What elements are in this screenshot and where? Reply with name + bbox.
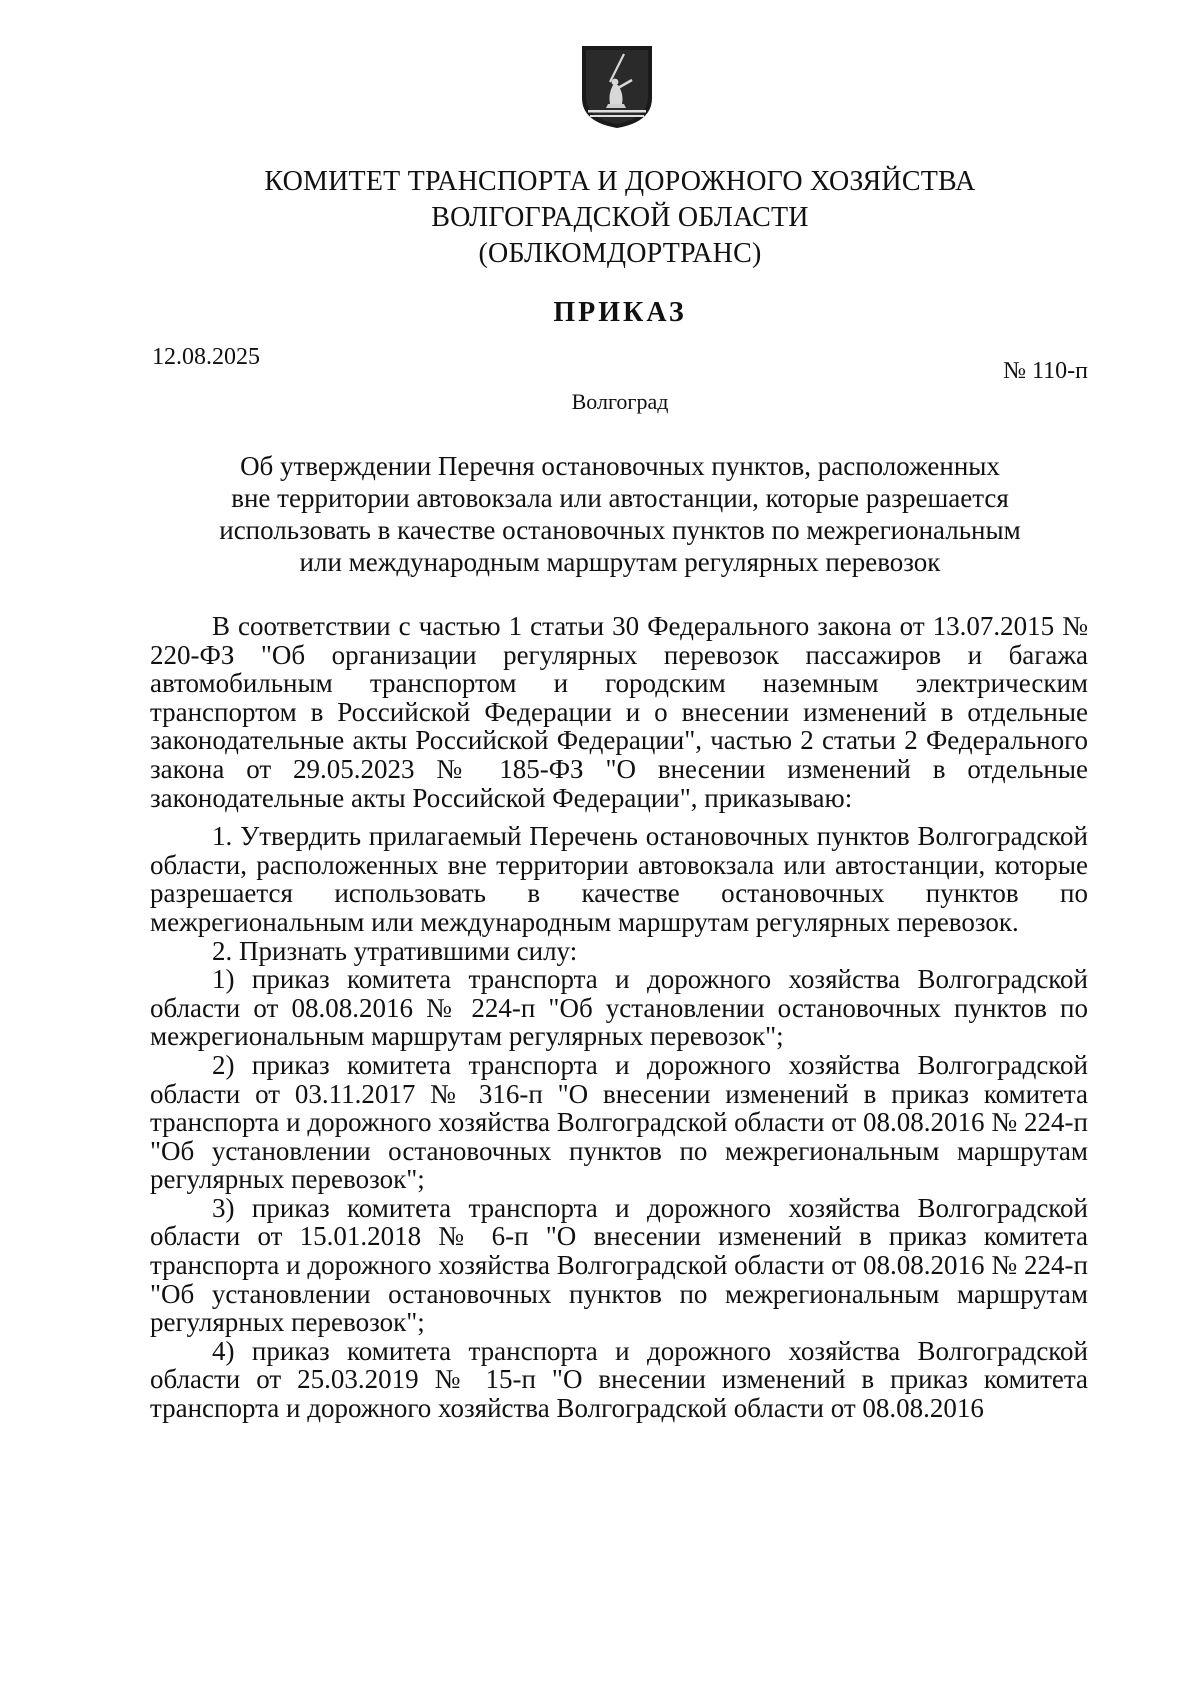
- document-body: [150, 612, 1088, 1423]
- subject-line-2: вне территории автовокзала или автостанции, которые разрешается: [231, 483, 1009, 513]
- document-number: № 110-п: [1003, 358, 1088, 384]
- subject-line-1: Об утверждении Перечня остановочных пунктов, расположенных: [240, 451, 1000, 481]
- repealed-order-1: 1) приказ комитета транспорта и дорожного хозяйства Волгоградской области от 08.08.2016 № 224-п "Об установлении остановочных пунктов по межрегиональным маршрутам регулярных перевозок";: [150, 964, 1088, 1052]
- document-city: Волгоград: [571, 389, 669, 414]
- coat-of-arms-icon: [580, 44, 654, 130]
- repealed-order-3: 3) приказ комитета транспорта и дорожного хозяйства Волгоградской области от 15.01.2018 № 6-п "О внесении изменений в приказ комитета транспорта и дорожного хозяйства Волгоградской области от 08.08.2016 № 224-п "Об установлении остановочных пунктов по межрегиональным маршрутам регулярных перевозок";: [150, 1192, 1088, 1338]
- order-item-1: 1. Утвердить прилагаемый Перечень остановочных пунктов Волгоградской области, расположенных вне территории автовокзала или автостанции, которые разрешается использовать в качестве остановочных пунктов по межрегиональным или международным маршрутам регулярных перевозок.: [150, 821, 1088, 937]
- organization-abbreviation: (ОБЛКОМДОРТРАНС): [478, 238, 762, 269]
- subject-line-3: использовать в качестве остановочных пунктов по межрегиональным: [219, 515, 1021, 545]
- repealed-order-2: 2) приказ комитета транспорта и дорожного хозяйства Волгоградской области от 03.11.2017 № 316-п "О внесении изменений в приказ комитета транспорта и дорожного хозяйства Волгоградской области от 08.08.2016 № 224-п "Об установлении остановочных пунктов по межрегиональным маршрутам регулярных перевозок";: [150, 1049, 1088, 1195]
- repealed-order-4: 4) приказ комитета транспорта и дорожного хозяйства Волгоградской области от 25.03.2019 № 15-п "О внесении изменений в приказ комитета транспорта и дорожного хозяйства Волгоградской области от 08.08.2016: [150, 1335, 1088, 1424]
- document-date: 12.08.2025: [152, 344, 260, 370]
- order-item-2: 2. Признать утратившими силу:: [212, 935, 578, 966]
- organization-name-line-1: КОМИТЕТ ТРАНСПОРТА И ДОРОЖНОГО ХОЗЯЙСТВА: [264, 166, 976, 197]
- subject-line-4: или международным маршрутам регулярных перевозок: [299, 547, 941, 577]
- document-type-title: ПРИКАЗ: [553, 297, 687, 328]
- organization-name-line-2: ВОЛГОГРАДСКОЙ ОБЛАСТИ: [431, 202, 809, 233]
- preamble-paragraph: В соответствии с частью 1 статьи 30 Федерального закона от 13.07.2015 № 220-ФЗ "Об организации регулярных перевозок пассажиров и багажа автомобильным транспортом и городским наземным электрическим транспортом в Российской Федерации и о внесении изменений в отдельные законодательные акты Российской Федерации", частью 2 статьи 2 Федерального закона от 29.05.2023 № 185-ФЗ "О внесении изменений в отдельные законодательные акты Российской Федерации", приказываю:: [150, 611, 1088, 813]
